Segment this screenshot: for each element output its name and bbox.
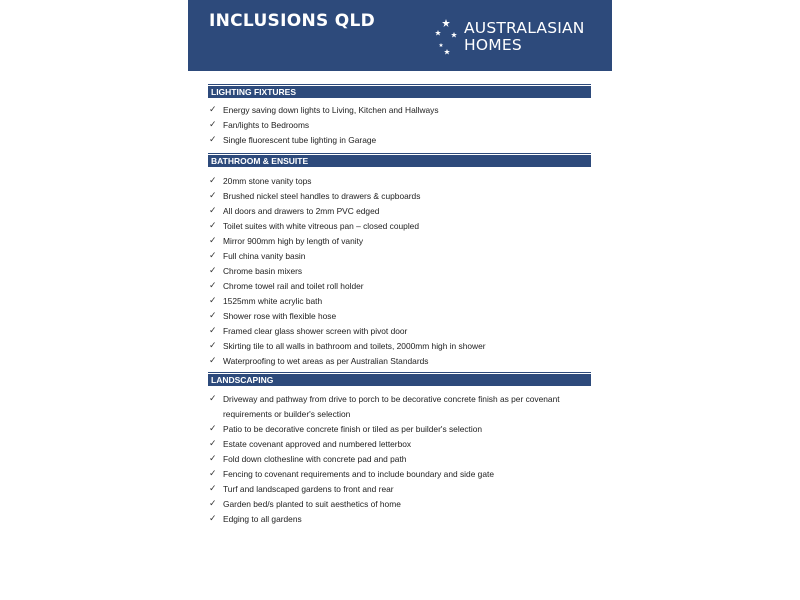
list-item: ✓ Garden bed/s planted to suit aesthetics of home <box>208 497 591 512</box>
logo-line-2: HOMES <box>464 36 522 54</box>
list-item: ✓ Single fluorescent tube lighting in Garage <box>208 133 591 148</box>
check-icon: ✓ <box>209 454 217 464</box>
logo-wordmark <box>464 20 585 54</box>
list-item: ✓ Edging to all gardens <box>208 512 591 527</box>
check-icon: ✓ <box>209 394 217 404</box>
list-item: ✓ Energy saving down lights to Living, Kitchen and Hallways <box>208 103 591 118</box>
section-item-list <box>208 392 591 527</box>
section-header: LIGHTING FIXTURES <box>208 85 591 98</box>
list-item: ✓ Shower rose with flexible hose <box>208 309 591 324</box>
check-icon: ✓ <box>209 236 217 246</box>
check-icon: ✓ <box>209 356 217 366</box>
check-icon: ✓ <box>209 206 217 216</box>
list-item: ✓ Fold down clothesline with concrete pad and path <box>208 452 591 467</box>
check-icon: ✓ <box>209 251 217 261</box>
header-banner <box>188 0 612 71</box>
check-icon: ✓ <box>209 341 217 351</box>
document-page <box>188 0 612 600</box>
section-bathroom-ensuite <box>208 154 591 369</box>
check-icon: ✓ <box>209 514 217 524</box>
check-icon: ✓ <box>209 176 217 186</box>
check-icon: ✓ <box>209 424 217 434</box>
check-icon: ✓ <box>209 296 217 306</box>
list-item: ✓ Toilet suites with white vitreous pan – closed coupled <box>208 219 591 234</box>
list-item: ✓ All doors and drawers to 2mm PVC edged <box>208 204 591 219</box>
check-icon: ✓ <box>209 135 217 145</box>
check-icon: ✓ <box>209 266 217 276</box>
check-icon: ✓ <box>209 191 217 201</box>
list-item: ✓ Chrome towel rail and toilet roll holder <box>208 279 591 294</box>
list-item: ✓ Estate covenant approved and numbered letterbox <box>208 437 591 452</box>
check-icon: ✓ <box>209 105 217 115</box>
check-icon: ✓ <box>209 484 217 494</box>
list-item: ✓ 1525mm white acrylic bath <box>208 294 591 309</box>
list-item: ✓ Framed clear glass shower screen with pivot door <box>208 324 591 339</box>
list-item: ✓ Full china vanity basin <box>208 249 591 264</box>
list-item: ✓ Chrome basin mixers <box>208 264 591 279</box>
section-landscaping <box>208 373 591 527</box>
australasian-homes-logo <box>432 17 602 59</box>
section-lighting-fixtures <box>208 85 591 148</box>
logo-line-1: AUSTRALASIAN <box>464 19 585 37</box>
list-item: ✓ Fan/lights to Bedrooms <box>208 118 591 133</box>
list-item: ✓ Brushed nickel steel handles to drawers & cupboards <box>208 189 591 204</box>
list-item: ✓ 20mm stone vanity tops <box>208 174 591 189</box>
check-icon: ✓ <box>209 221 217 231</box>
section-header: BATHROOM & ENSUITE <box>208 154 591 167</box>
list-item: ✓ Waterproofing to wet areas as per Australian Standards <box>208 354 591 369</box>
check-icon: ✓ <box>209 439 217 449</box>
check-icon: ✓ <box>209 469 217 479</box>
list-item: ✓ Mirror 900mm high by length of vanity <box>208 234 591 249</box>
section-header: LANDSCAPING <box>208 373 591 386</box>
section-item-list <box>208 103 591 148</box>
list-item: ✓ Fencing to covenant requirements and to include boundary and side gate <box>208 467 591 482</box>
list-item: ✓ Driveway and pathway from drive to porch to be decorative concrete finish as per covenant requirements or builder's selection <box>208 392 591 422</box>
list-item: ✓ Patio to be decorative concrete finish or tiled as per builder's selection <box>208 422 591 437</box>
list-item: ✓ Turf and landscaped gardens to front and rear <box>208 482 591 497</box>
section-item-list <box>208 174 591 369</box>
check-icon: ✓ <box>209 281 217 291</box>
check-icon: ✓ <box>209 499 217 509</box>
list-item: ✓ Skirting tile to all walls in bathroom and toilets, 2000mm high in shower <box>208 339 591 354</box>
list-item-continuation: requirements or builder's selection <box>223 409 351 419</box>
page-title: INCLUSIONS QLD <box>209 11 376 31</box>
check-icon: ✓ <box>209 311 217 321</box>
check-icon: ✓ <box>209 326 217 336</box>
check-icon: ✓ <box>209 120 217 130</box>
southern-cross-stars-icon <box>432 17 466 57</box>
